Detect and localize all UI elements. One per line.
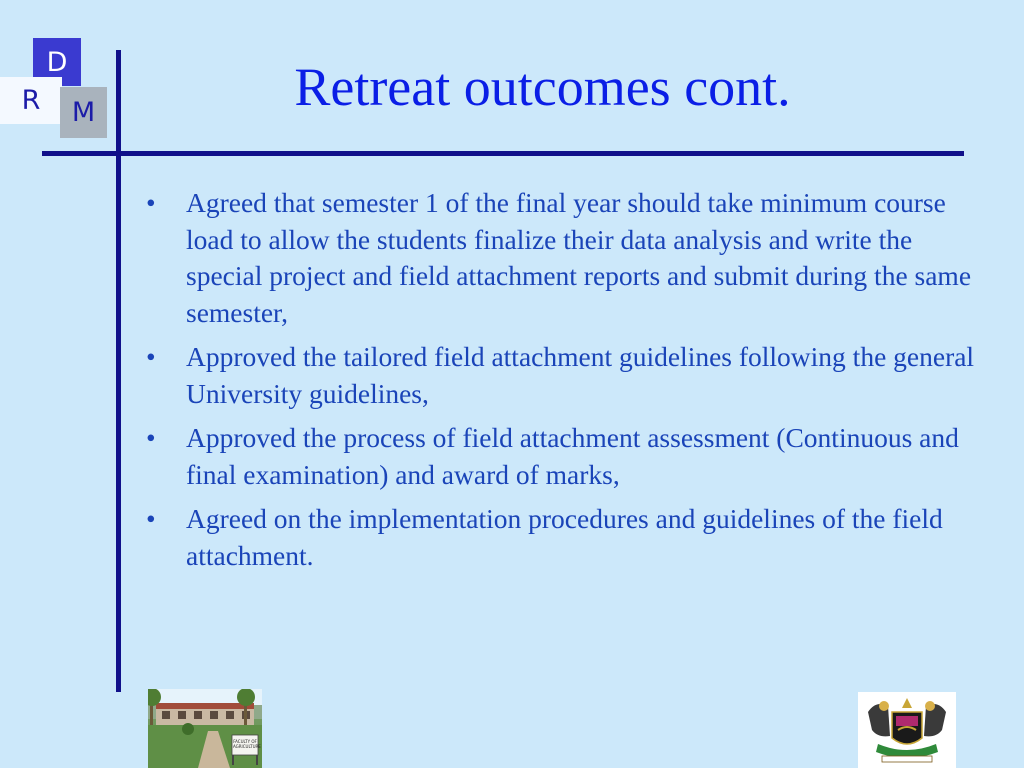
- bullet-list: [146, 185, 986, 582]
- list-item: [146, 339, 986, 412]
- university-crest: [858, 692, 956, 768]
- bullet-icon: •: [146, 503, 156, 534]
- bullet-text: Agreed on the implementation procedures and guidelines of the field attachment.: [186, 503, 943, 571]
- bullet-icon: •: [146, 341, 156, 372]
- list-item: [146, 185, 986, 331]
- logo-letter-d: D: [33, 38, 81, 86]
- bullet-text: Approved the tailored field attachment guidelines following the general University guidelines,: [186, 341, 975, 409]
- list-item: [146, 501, 986, 574]
- building-image: [148, 689, 262, 768]
- crest-icon: [858, 692, 956, 768]
- horizontal-divider: [42, 151, 964, 156]
- bullet-text: Agreed that semester 1 of the final year should take minimum course load to allow the students finalize their data analysis and write the special project and field attachment reports and submit during the same semester,: [186, 187, 972, 328]
- logo-letter-m: M: [60, 87, 107, 138]
- logo-letter-r: R: [0, 77, 62, 124]
- bullet-icon: •: [146, 422, 156, 453]
- vertical-divider: [116, 50, 121, 692]
- faculty-sign: FACULTY OF AGRICULTURE: [233, 739, 261, 749]
- list-item: [146, 420, 986, 493]
- faculty-building-photo: [148, 689, 262, 768]
- slide-title: Retreat outcomes cont.: [294, 57, 791, 117]
- bullet-text: Approved the process of field attachment assessment (Continuous and final examination) and award of marks,: [186, 422, 959, 490]
- bullet-icon: •: [146, 187, 156, 218]
